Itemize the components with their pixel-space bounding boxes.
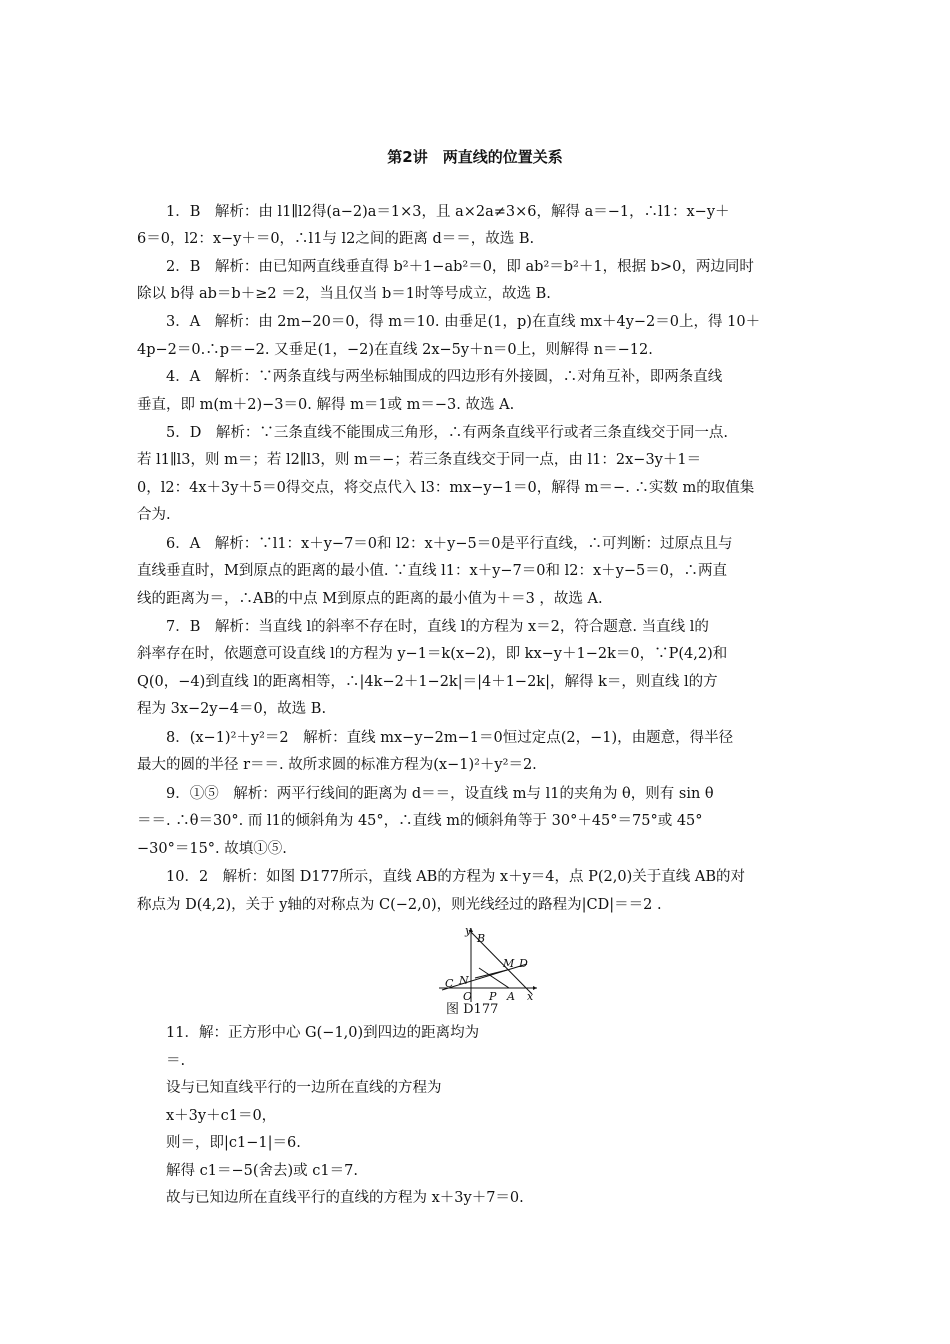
text-line: 1．B 解析：由 l1∥l2得(a−2)a＝1×3，且 a×2a≠3×6，解得 a＝−1，∴l1：x−y＋ — [166, 204, 730, 220]
text-line: 10．2 解析：如图 D177所示，直线 AB的方程为 x＋y＝4，点 P(2,0)关于直线 AB的对 — [166, 869, 745, 885]
solution-line: ＝. — [166, 1053, 186, 1069]
label-b: B — [477, 932, 486, 945]
text-line: 合为. — [137, 507, 171, 523]
text-line: −30°＝15°. 故填①⑤. — [137, 841, 287, 857]
text-line: 2．B 解析：由已知两直线垂直得 b²＋1−ab²＝0，即 ab²＝b²＋1，根据 b>0，两边同时 — [166, 259, 754, 275]
text-line: 8．(x−1)²＋y²＝2 解析：直线 mx−y−2m−1＝0恒过定点(2，−1)，由题意，得半径 — [166, 730, 734, 746]
label-n: N — [459, 974, 469, 987]
text-line: 斜率存在时，依题意可设直线 l的方程为 y−1＝k(x−2)，即 kx−y＋1−2k＝0，∵P(4,2)和 — [137, 646, 728, 662]
text-line: 7．B 解析：当直线 l的斜率不存在时，直线 l的方程为 x＝2，符合题意. 当直线 l的 — [166, 619, 709, 635]
solution-line: 则＝，即|c1−1|＝6. — [166, 1135, 301, 1151]
text-line: 垂直，即 m(m＋2)−3＝0. 解得 m＝1或 m＝−3. 故选 A. — [137, 397, 515, 413]
text-line: 6．A 解析：∵l1：x＋y−7＝0和 l2：x＋y−5＝0是平行直线，∴可判断：过原点且与 — [166, 536, 733, 552]
text-line: 4．A 解析：∵两条直线与两坐标轴围成的四边形有外接圆，∴对角互补，即两条直线 — [166, 369, 723, 385]
solution-line: 故与已知边所在直线平行的直线的方程为 x＋3y＋7＝0. — [166, 1190, 524, 1206]
text-line: 若 l1∥l3，则 m＝；若 l2∥l3，则 m＝−；若三条直线交于同一点，由 l1：2x−3y＋1＝ — [137, 452, 702, 468]
label-x: x — [527, 990, 534, 1003]
figure-caption: 图 D177 — [446, 1002, 499, 1017]
segment-nm — [475, 970, 507, 978]
text-line: 最大的圆的半径 r＝＝. 故所求圆的标准方程为(x−1)²＋y²＝2. — [137, 757, 537, 773]
page-title: 第2讲 两直线的位置关系 — [387, 148, 563, 166]
solution-line: 解得 c1＝−5(舍去)或 c1＝7. — [166, 1163, 358, 1179]
label-c: C — [445, 977, 454, 990]
x-arrow — [533, 986, 537, 990]
text-line: 9．①⑤ 解析：两平行线间的距离为 d＝＝，设直线 m与 l1的夹角为 θ，则有 sin θ — [166, 786, 714, 802]
text-line: 3．A 解析：由 2m−20＝0，得 m＝10. 由垂足(1，p)在直线 mx＋4y−2＝0上，得 10＋ — [166, 314, 761, 330]
text-line: ＝＝. ∴θ＝30°. 而 l1的倾斜角为 45°，∴直线 m的倾斜角等于 30°＋45°＝75°或 45° — [137, 813, 703, 829]
label-o: O — [463, 990, 473, 1003]
solution-line: 11．解：正方形中心 G(−1,0)到四边的距离均为 — [166, 1025, 480, 1041]
label-y: y — [465, 924, 472, 937]
text-line: 程为 3x−2y−4＝0，故选 B. — [137, 701, 327, 717]
text-line: 4p−2＝0.∴p＝−2. 又垂足(1，−2)在直线 2x−5y＋n＝0上，则解得 n＝−12. — [137, 342, 653, 358]
text-line: 称点为 D(4,2)，关于 y轴的对称点为 C(−2,0)，则光线经过的路程为|CD|＝＝2 . — [137, 897, 662, 913]
text-line: 线的距离为＝，∴AB的中点 M到原点的距离的最小值为＋＝3 ，故选 A. — [137, 591, 603, 607]
label-m: M — [503, 957, 515, 970]
figure-d177-diagram — [437, 924, 547, 1004]
text-line: 除以 b得 ab＝b＋≥2 ＝2，当且仅当 b＝1时等号成立，故选 B. — [137, 286, 551, 302]
label-p: P — [489, 990, 497, 1003]
label-a: A — [507, 990, 515, 1003]
text-line: 6＝0，l2：x−y＋＝0，∴l1与 l2之间的距离 d＝＝，故选 B. — [137, 231, 535, 247]
text-line: 直线垂直时，M到原点的距离的最小值. ∵直线 l1：x＋y−7＝0和 l2：x＋y−5＝0，∴两直 — [137, 563, 727, 579]
text-line: 5．D 解析：∵三条直线不能围成三角形，∴有两条直线平行或者三条直线交于同一点. — [166, 425, 728, 441]
text-line: 0，l2：4x＋3y＋5＝0得交点，将交点代入 l3：mx−y−1＝0，解得 m＝−. ∴实数 m的取值集 — [137, 480, 755, 496]
text-line: Q(0，−4)到直线 l的距离相等，∴|4k−2＋1−2k|＝|4＋1−2k|，解得 k＝，则直线 l的方 — [137, 674, 718, 690]
label-d: D — [519, 957, 528, 970]
solution-line: x＋3y＋c1＝0， — [166, 1108, 277, 1124]
solution-line: 设与已知直线平行的一边所在直线的方程为 — [166, 1080, 442, 1096]
